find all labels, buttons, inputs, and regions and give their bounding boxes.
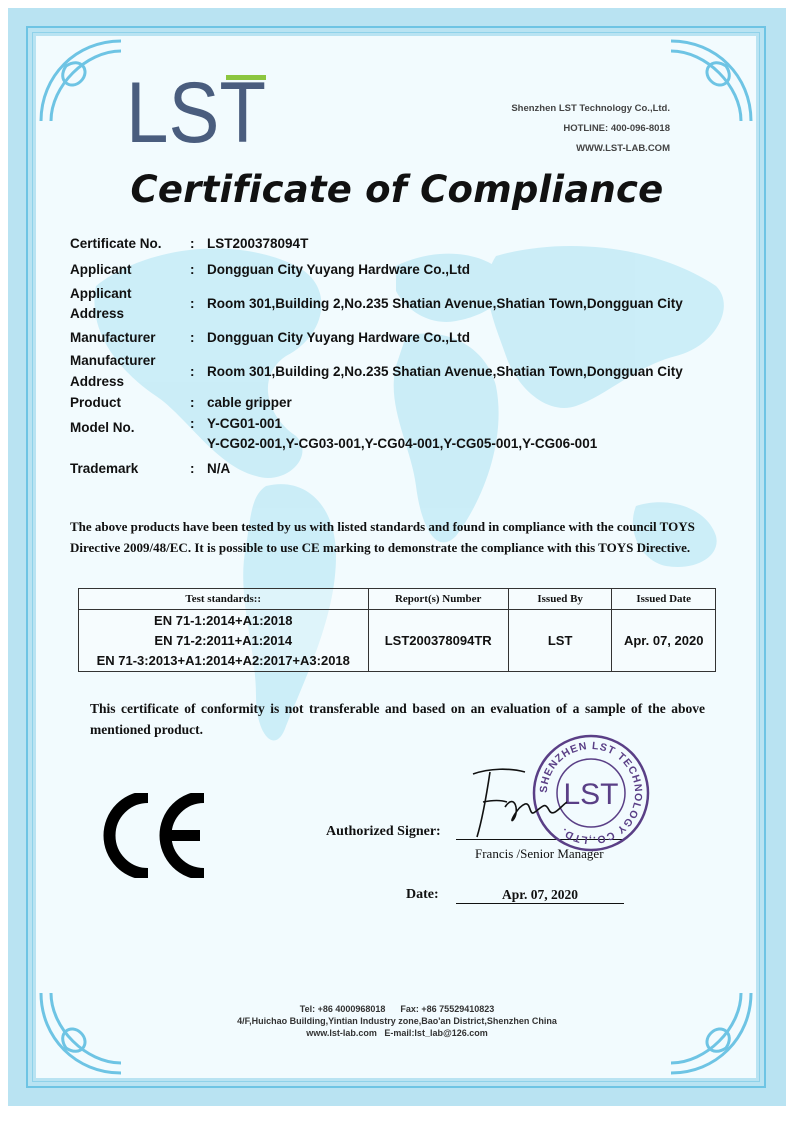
certificate-title: Certificate of Compliance xyxy=(130,168,664,211)
lst-logo xyxy=(126,72,271,152)
date-value: Apr. 07, 2020 xyxy=(501,887,578,902)
conformity-note: This certificate of conformity is not transferable and based on an evaluation of a sample of the above mentioned product. xyxy=(90,701,705,737)
handwritten-signature xyxy=(465,762,575,847)
applicant-address-label-line2: Address xyxy=(70,306,125,321)
manufacturer-label: Manufacturer xyxy=(70,330,156,345)
standards-cell xyxy=(79,610,369,672)
corner-ornament-top-right xyxy=(666,36,756,126)
company-name: Shenzhen LST Technology Co.,Ltd. xyxy=(511,103,670,114)
manufacturer-value: Dongguan City Yuyang Hardware Co.,Ltd xyxy=(207,330,471,345)
signer-name: Francis /Senior Manager xyxy=(475,846,604,861)
footer-contact: Tel: +86 4000968018 Fax: +86 75529410823 xyxy=(299,1004,495,1014)
report-number-cell: LST200378094TR xyxy=(368,610,508,672)
colon: : xyxy=(190,296,195,311)
svg-text:LST: LST xyxy=(563,778,619,811)
standards-header: Test standards:: xyxy=(79,589,369,610)
model-no-value-line1: Y-CG01-001 xyxy=(207,416,283,431)
standards-table xyxy=(78,588,716,672)
footer-web: www.lst-lab.com E-mail:lst_lab@126.com xyxy=(306,1028,488,1038)
date-label: Date: xyxy=(406,887,439,902)
issued-date-header: Issued Date xyxy=(612,589,716,610)
date-line xyxy=(456,903,624,904)
manufacturer-address-label-line1: Manufacturer xyxy=(70,353,156,368)
trademark-label: Trademark xyxy=(70,461,139,476)
colon: : xyxy=(190,262,195,277)
website: WWW.LST-LAB.COM xyxy=(576,143,670,154)
report-header: Report(s) Number xyxy=(368,589,508,610)
standard-line: EN 71-1:2014+A1:2018 xyxy=(154,612,293,628)
colon: : xyxy=(190,236,195,251)
logo-text: LST xyxy=(126,72,266,147)
product-value: cable gripper xyxy=(207,395,292,410)
model-no-value-line2: Y-CG02-001,Y-CG03-001,Y-CG04-001,Y-CG05-001,Y-CG06-001 xyxy=(207,436,598,451)
svg-text:SHENZHEN LST TECHNOLOGY CO.,LT: SHENZHEN LST TECHNOLOGY CO.,LTD. xyxy=(537,739,645,847)
standard-line: EN 71-2:2011+A1:2014 xyxy=(154,632,293,648)
colon: : xyxy=(190,416,195,431)
applicant-label: Applicant xyxy=(70,262,132,277)
manufacturer-address-value: Room 301,Building 2,No.235 Shatian Avenue,Shatian Town,Dongguan City xyxy=(207,364,683,379)
issued-by-header: Issued By xyxy=(508,589,612,610)
applicant-value: Dongguan City Yuyang Hardware Co.,Ltd xyxy=(207,262,471,277)
issued-date-cell: Apr. 07, 2020 xyxy=(612,610,716,672)
issued-by-cell: LST xyxy=(508,610,612,672)
product-label: Product xyxy=(70,395,122,410)
colon: : xyxy=(190,330,195,345)
certificate-no-label: Certificate No. xyxy=(70,236,162,251)
hotline: HOTLINE: 400-096-8018 xyxy=(563,123,670,134)
corner-ornament-top-left xyxy=(36,36,126,126)
compliance-statement: The above products have been tested by us with listed standards and found in compliance with the council TOYS Directive 2009/48/EC. It is possible to use CE marking to demonstrate the compliance with this TOYS Directive. xyxy=(70,519,695,555)
footer-address: 4/F,Huichao Building,Yintian Industry zone,Bao'an District,Shenzhen China xyxy=(237,1016,557,1026)
manufacturer-address-label-line2: Address xyxy=(70,374,125,389)
model-no-label: Model No. xyxy=(70,420,135,435)
colon: : xyxy=(190,395,195,410)
colon: : xyxy=(190,461,195,476)
footer xyxy=(0,1003,794,1039)
standard-line: EN 71-3:2013+A1:2014+A2:2017+A3:2018 xyxy=(96,652,350,668)
trademark-value: N/A xyxy=(207,461,231,476)
certificate-no-value: LST200378094T xyxy=(207,236,309,251)
colon: : xyxy=(190,364,195,379)
applicant-address-value: Room 301,Building 2,No.235 Shatian Avenue,Shatian Town,Dongguan City xyxy=(207,296,683,311)
ce-mark xyxy=(100,793,210,883)
company-info xyxy=(511,99,670,159)
applicant-address-label-line1: Applicant xyxy=(70,286,132,301)
authorized-signer-label: Authorized Signer: xyxy=(326,824,441,839)
